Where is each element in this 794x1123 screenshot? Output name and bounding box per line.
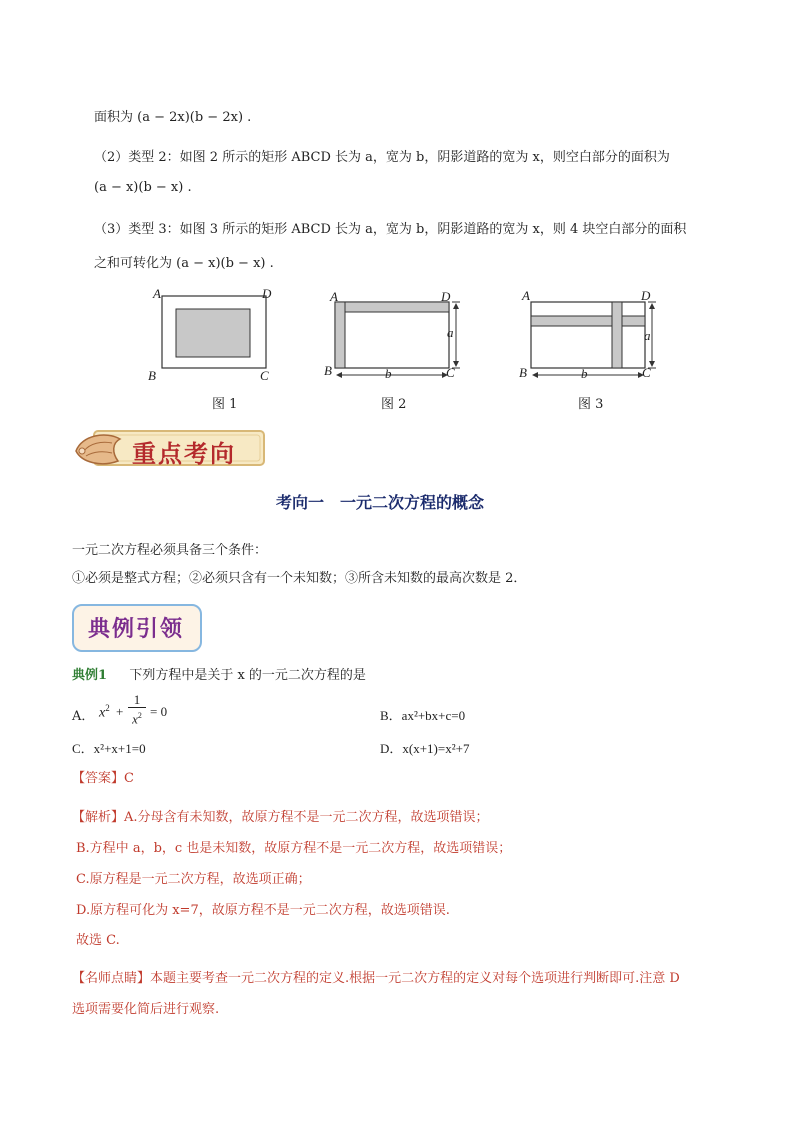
analysis-label: 【解析】 (72, 810, 125, 825)
comment-label: 【名师点睛】 (72, 971, 151, 986)
comment-line-1 (72, 967, 680, 986)
section-heading: 考向一 一元二次方程的概念 (276, 493, 485, 512)
figure-3 (531, 302, 656, 378)
analysis-line-5: 故选 C. (76, 933, 120, 948)
example-banner-title: 典例引领 (88, 616, 185, 642)
option-b: B．ax²+bx+c=0 (380, 708, 466, 723)
fig3-label-b: B (519, 365, 527, 380)
fig2-label-d: D (441, 289, 451, 304)
intro-type2-line-2: (a − x)(b − x) . (94, 180, 192, 195)
fig2-label-b-dim: b (385, 366, 392, 381)
option-a-x-squared: $x^2$ (99, 703, 110, 721)
conditions-line-1: 一元二次方程必须具备三个条件： (72, 543, 268, 558)
fig2-caption: 图 2 (381, 397, 407, 412)
example-question-row (72, 664, 366, 683)
comment-text-1: 本题主要考查一元二次方程的定义.根据一元二次方程的定义对每个选项进行判断即可.注意 D (150, 971, 680, 986)
analysis-line-1 (72, 806, 489, 825)
option-a-plus: + (116, 704, 124, 719)
fig3-label-d: D (641, 288, 651, 303)
option-a-fraction: 1 $x^2$ (128, 692, 146, 726)
example-banner (72, 604, 200, 650)
option-c: C．x²+x+1=0 (72, 741, 146, 756)
analysis-line-4: D.原方程可化为 x=7，故原方程不是一元二次方程，故选项错误. (76, 903, 450, 918)
comment-line-2: 选项需要化简后进行观察. (72, 1002, 220, 1017)
fig3-label-a: A (522, 288, 530, 303)
intro-line-1: 面积为 (a − 2x)(b − 2x) . (94, 110, 252, 125)
fig1-label-c: C (260, 368, 269, 383)
fig1-label-d: D (262, 286, 272, 301)
fig1-label-b: B (148, 368, 156, 383)
answer-label: 【答案】 (72, 771, 125, 786)
fig2-label-c: C (446, 365, 455, 380)
fig3-label-b-dim: b (581, 366, 588, 381)
answer-value: C (124, 771, 134, 786)
option-d: D．x(x+1)=x²+7 (380, 741, 470, 756)
fig2-label-b: B (324, 363, 332, 378)
conditions-line-2: ①必须是整式方程；②必须只含有一个未知数；③所含未知数的最高次数是 2． (72, 571, 527, 586)
intro-type2-line-1: （2）类型 2：如图 2 所示的矩形 ABCD 长为 a，宽为 b，阴影道路的宽为 x，则空白部分的面积为 (94, 150, 670, 165)
key-topics-title: 重点考向 (132, 439, 236, 468)
option-a-tail: = 0 (150, 704, 168, 719)
key-topics-banner (72, 425, 268, 471)
fig2-label-a: A (330, 289, 338, 304)
intro-type3-line-1: （3）类型 3：如图 3 所示的矩形 ABCD 长为 a，宽为 b，阴影道路的宽为 x，则 4 块空白部分的面积 (94, 222, 687, 237)
example-question: 下列方程中是关于 x 的一元二次方程的是 (129, 668, 366, 683)
answer-row (72, 767, 134, 786)
option-a-prefix: A． (72, 709, 95, 724)
fig1-caption: 图 1 (212, 397, 238, 412)
example-label: 典例1 (72, 668, 108, 683)
fig3-label-c: C (642, 365, 651, 380)
analysis-line-3: C.原方程是一元二次方程，故选项正确； (76, 872, 311, 887)
analysis-line-2: B.方程中 a，b，c 也是未知数，故原方程不是一元二次方程，故选项错误； (76, 841, 512, 856)
fig2-label-a-dim: a (447, 325, 454, 340)
figure-1 (162, 296, 266, 368)
intro-type3-line-2: 之和可转化为 (a − x)(b − x) . (94, 256, 274, 271)
figure-2 (335, 302, 460, 378)
fig1-label-a: A (153, 286, 161, 301)
conch-shell-icon (72, 429, 124, 469)
fig3-label-a-dim: a (644, 328, 651, 343)
fig3-caption: 图 3 (578, 397, 604, 412)
analysis-text-1: A.分母含有未知数，故原方程不是一元二次方程，故选项错误； (124, 810, 489, 825)
